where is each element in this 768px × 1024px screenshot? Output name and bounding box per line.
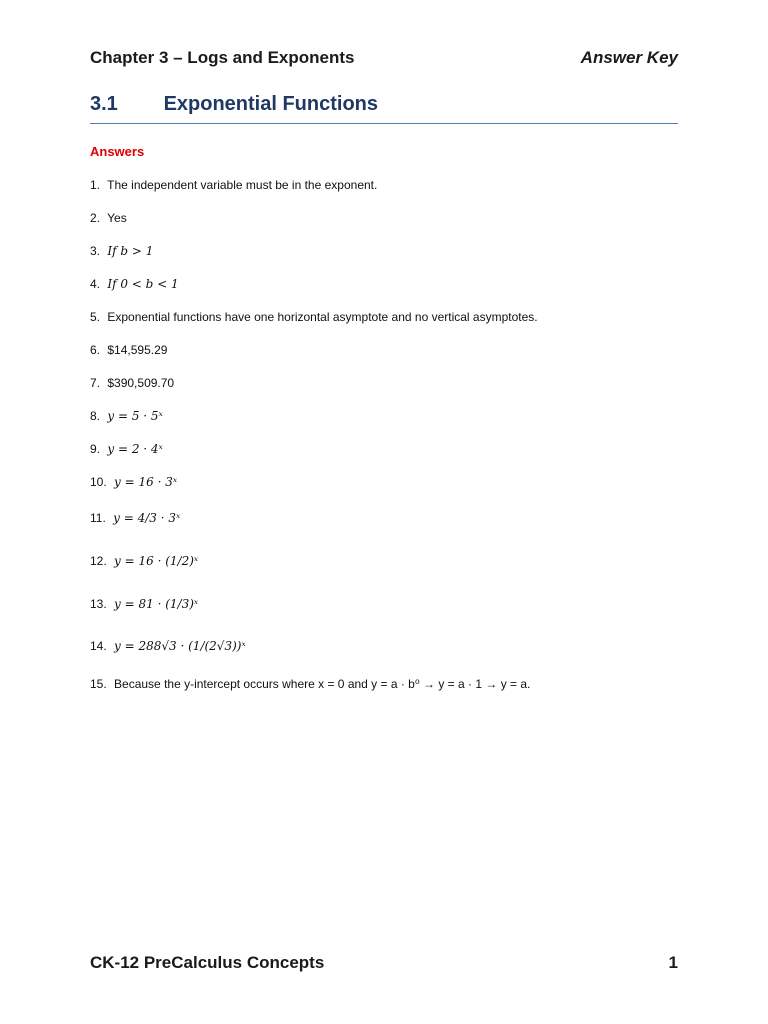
answer-item	[90, 408, 163, 424]
answer-item	[90, 676, 530, 692]
answer-item	[90, 375, 174, 391]
answer-number: 2.	[90, 211, 101, 225]
answer-item	[90, 553, 198, 569]
answer-number: 6.	[90, 343, 101, 357]
answer-text: The independent variable must be in the exponent.	[107, 178, 378, 192]
answer-number: 8.	[90, 409, 101, 423]
answer-text: $390,509.70	[107, 376, 175, 390]
answer-item	[90, 177, 377, 193]
answer-text: If 0 < b < 1	[107, 277, 179, 291]
answer-number: 4.	[90, 277, 101, 291]
answer-number: 11.	[90, 511, 106, 525]
answer-item	[90, 474, 177, 490]
answer-number: 3.	[90, 244, 101, 258]
section-number: 3.1	[90, 93, 118, 115]
answer-text: y = 16 · (1/2)ˣ	[114, 554, 199, 568]
answer-text: y = 2 · 4ˣ	[107, 442, 163, 456]
answer-number: 9.	[90, 442, 101, 456]
answer-number: 14.	[90, 639, 107, 653]
answer-text: Because the y-intercept occurs where x = 0 and y = a · b⁰ → y = a · 1 → y = a.	[114, 677, 531, 691]
answer-text: y = 16 · 3ˣ	[114, 475, 178, 489]
answers-label: Answers	[90, 144, 145, 159]
answer-text: Exponential functions have one horizontal asymptote and no vertical asymptotes.	[107, 310, 538, 324]
answer-item	[90, 638, 246, 654]
answer-number: 5.	[90, 310, 101, 324]
answer-text: If b > 1	[107, 244, 154, 258]
page-footer	[90, 953, 678, 977]
answer-item	[90, 342, 167, 358]
answer-text: Yes	[107, 211, 127, 225]
answer-item	[90, 596, 198, 612]
answer-item	[90, 510, 180, 526]
answer-number: 1.	[90, 178, 101, 192]
answer-number: 13.	[90, 597, 107, 611]
section-title: Exponential Functions	[163, 93, 379, 115]
answer-item	[90, 441, 163, 457]
doc-type-label: Answer Key	[580, 48, 678, 67]
answer-text: y = 5 · 5ˣ	[107, 409, 163, 423]
answer-item	[90, 309, 538, 325]
answer-number: 12.	[90, 554, 107, 568]
answer-number: 7.	[90, 376, 101, 390]
page-number: 1	[668, 953, 678, 972]
book-title: CK-12 PreCalculus Concepts	[90, 953, 325, 972]
answer-item	[90, 276, 179, 292]
answer-text: y = 4/3 · 3ˣ	[113, 511, 181, 525]
answer-number: 15.	[90, 677, 107, 691]
answer-text: y = 81 · (1/3)ˣ	[114, 597, 199, 611]
section-heading	[90, 93, 678, 124]
answer-text: $14,595.29	[107, 343, 168, 357]
answer-item	[90, 210, 127, 226]
answer-item	[90, 243, 153, 259]
answer-number: 10.	[90, 475, 107, 489]
chapter-title: Chapter 3 – Logs and Exponents	[90, 48, 355, 67]
page-header	[90, 48, 678, 72]
answer-text: y = 288√3 · (1/(2√3))ˣ	[114, 639, 246, 653]
